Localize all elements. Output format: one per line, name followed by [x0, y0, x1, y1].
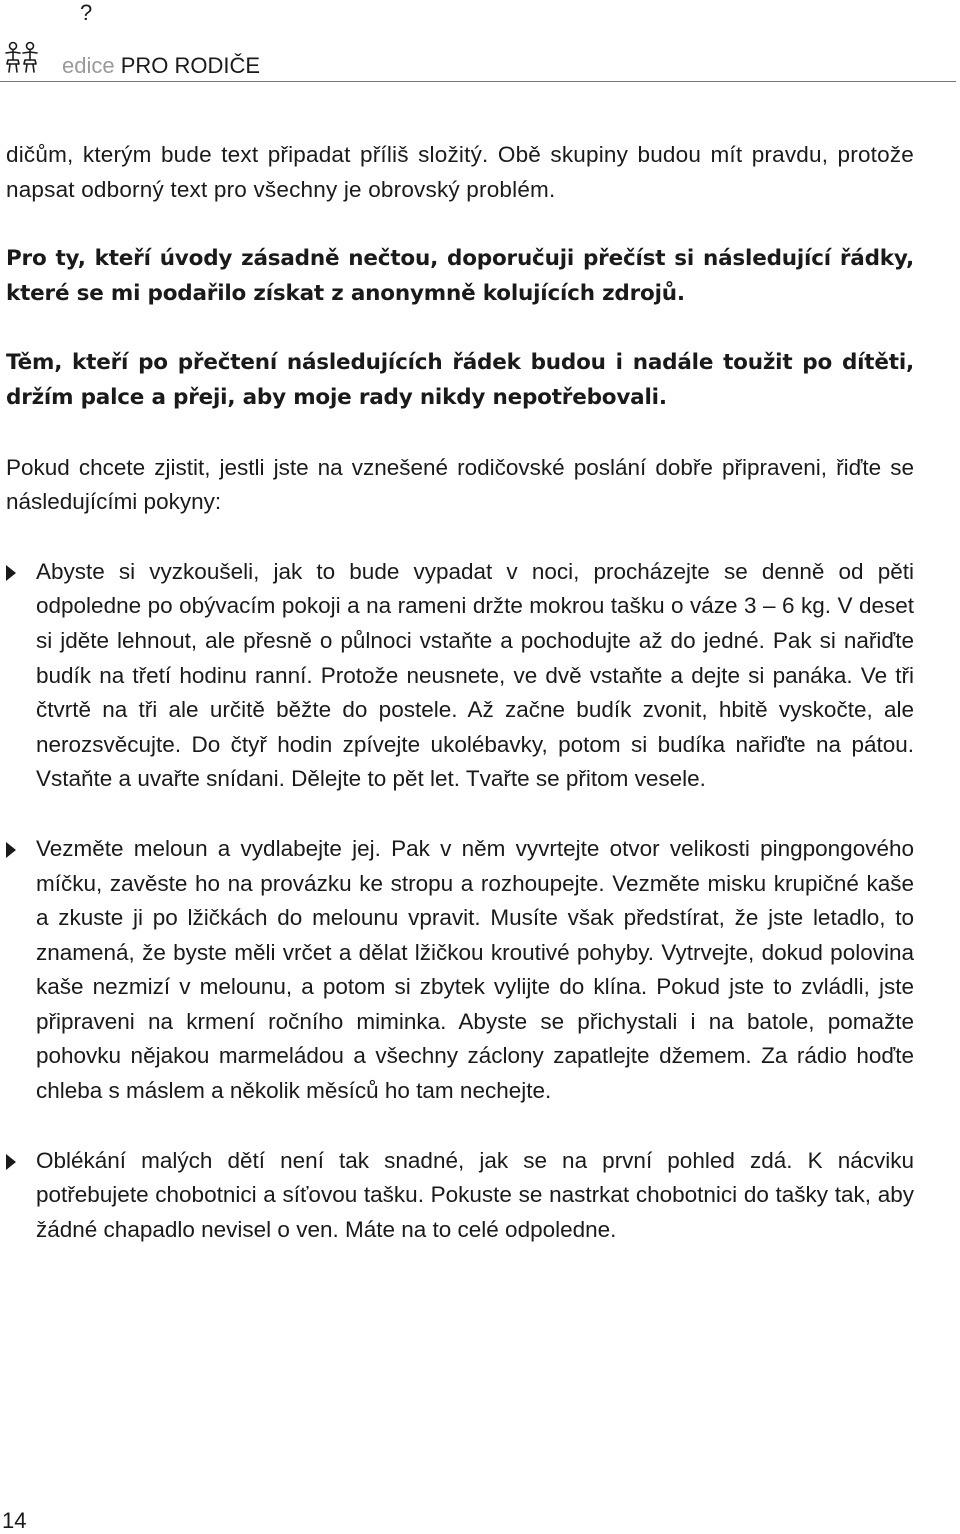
list-item — [6, 555, 914, 797]
page-number: 14 — [2, 1508, 27, 1533]
list-item-text: Abyste si vyzkoušeli, jak to bude vypadat v noci, procházejte se denně od pěti odpoledne po obývacím pokoji a na rameni držte mokrou tašku o váze 3 – 6 kg. V deset si jděte lehnout, ale přesně o půlnoci vstaňte a pochodujte až do jedné. Pak si nařiďte budík na třetí hodinu ranní. Protože neusnete, ve dvě vstaňte a dejte si panáka. Ve tři čtvrtě na tři ale určitě běžte do postele. Až začne budík zvonit, hbitě vyskočte, ale nerozsvěcujte. Do čtyř hodin zpívejte ukolébavky, potom si budíka nařiďte na pátou. Vstaňte a uvařte snídani. Dělejte to pět let. Tvařte se přitom vesele. — [36, 558, 914, 792]
triangle-bullet-icon — [6, 565, 16, 581]
series-prefix: edice — [62, 53, 115, 78]
page-body — [6, 138, 914, 1282]
list-item — [6, 1144, 914, 1248]
paragraph-bold-1: Pro ty, kteří úvody zásadně nečtou, doporučuji přečíst si následující řádky, které se mi podařilo získat z anonymně kolujících zdrojů. — [6, 246, 914, 306]
top-mark: ? — [80, 0, 93, 25]
header-divider — [0, 81, 956, 82]
children-icon — [4, 40, 40, 76]
triangle-bullet-icon — [6, 1154, 16, 1170]
running-header — [0, 36, 960, 86]
list-item — [6, 832, 914, 1109]
instruction-list — [6, 555, 914, 1248]
triangle-bullet-icon — [6, 842, 16, 858]
series-name: PRO RODIČE — [120, 53, 261, 78]
list-item-text: Vezměte meloun a vydlabejte jej. Pak v něm vyvrtejte otvor velikosti pingpongového míčku, zavěste ho na provázku ke stropu a rozhoupejte. Vezměte misku krupičné kaše a zkuste ji po lžičkách do melounu vpravit. Musíte však předstírat, že jste letadlo, to znamená, že byste měli vrčet a dělat lžičkou kroutivé pohyby. Vytrvejte, dokud polovina kaše nezmizí v melounu, a potom si zbytek vylijte do klína. Pokud jste to zvládli, jste připraveni na krmení ročního miminka. Abyste se přichystali i na batole, pomažte pohovku nějakou marmeládou a všechny záclony zapatlejte džemem. Za rádio hoďte chleba s máslem a několik měsíců ho tam nechejte. — [36, 835, 914, 1104]
paragraph-bold-2: Těm, kteří po přečtení následujících řádek budou i nadále toužit po dítěti, držím palce a přeji, aby moje rady nikdy nepotřebovali. — [6, 350, 914, 410]
list-item-text: Oblékání malých dětí není tak snadné, jak se na první pohled zdá. K nácviku potřebujete chobotnici a síťovou tašku. Pokuste se nastrkat chobotnici do tašky tak, aby žádné chapadlo nevisel o ven. Máte na to celé odpoledne. — [36, 1147, 914, 1242]
paragraph-instructions: Pokud chcete zjistit, jestli jste na vznešené rodičovské poslání dobře připraveni, řiďte se následujícími pokyny: — [6, 454, 914, 515]
paragraph-intro: dičům, kterým bude text připadat příliš složitý. Obě skupiny budou mít pravdu, protože napsat odborný text pro všechny je obrovský problém. — [6, 142, 914, 202]
series-title — [62, 53, 260, 79]
